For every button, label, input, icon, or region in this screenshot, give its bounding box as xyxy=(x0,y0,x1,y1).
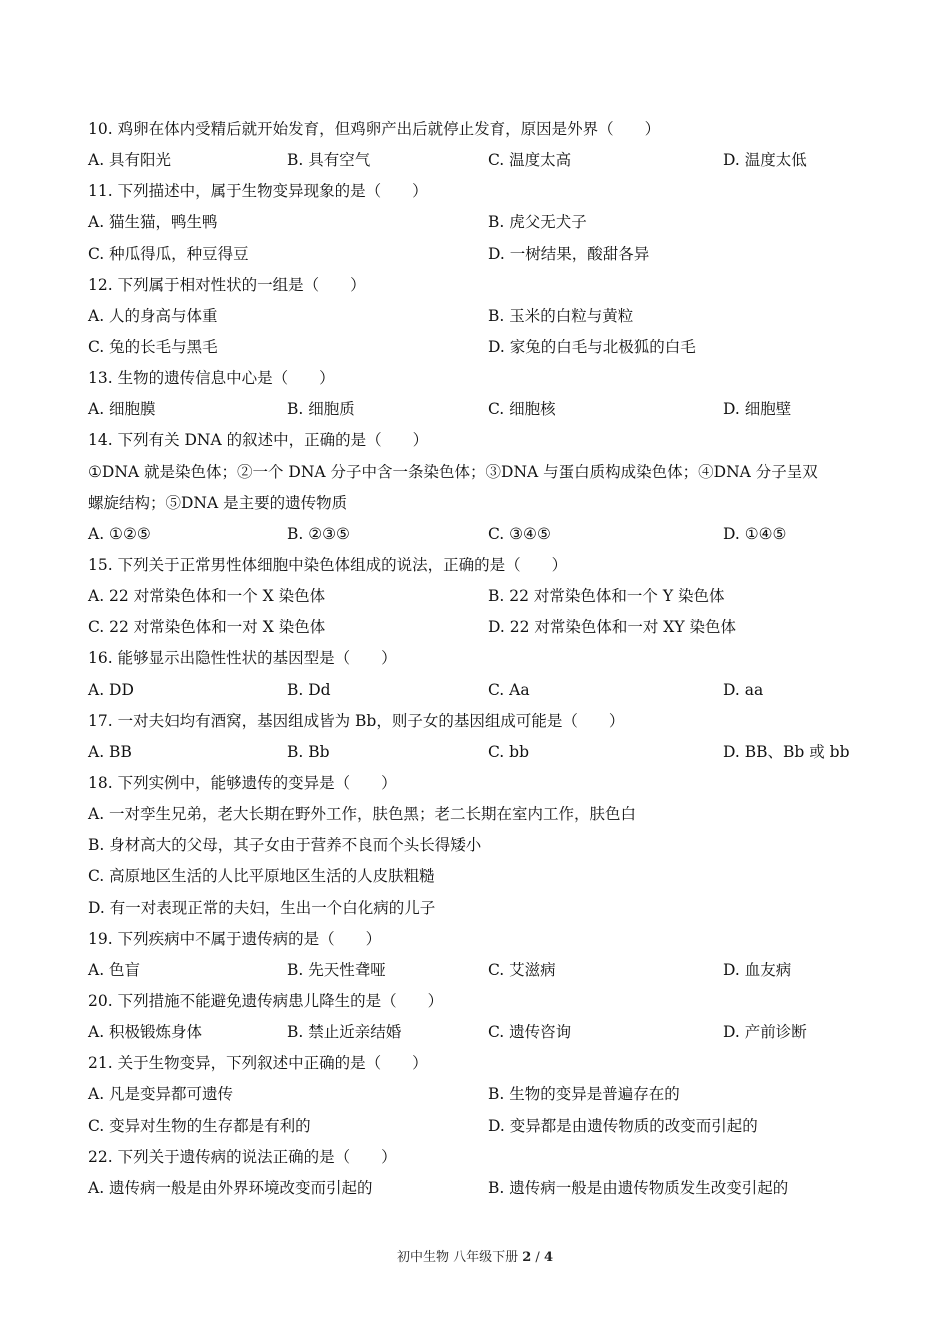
option-a: A. DD xyxy=(88,680,134,699)
option-row xyxy=(88,1173,868,1204)
option-b: B. 具有空气 xyxy=(287,151,371,170)
option-a: A. ①②⑤ xyxy=(88,524,151,543)
option-row xyxy=(88,1017,868,1048)
option-a: A. 遗传病一般是由外界环境改变而引起的 xyxy=(88,1178,373,1197)
option-d: D. 血友病 xyxy=(723,960,792,979)
option-d: D. 有一对表现正常的夫妇，生出一个白化病的儿子 xyxy=(88,898,436,917)
option-c: C. 高原地区生活的人比平原地区生活的人皮肤粗糙 xyxy=(88,867,435,886)
option-b: B. 22 对常染色体和一个 Y 染色体 xyxy=(488,587,725,606)
option-row xyxy=(88,1111,868,1142)
option-d: D. 细胞壁 xyxy=(723,400,792,419)
option-d: D. BB、Bb 或 bb xyxy=(723,742,850,761)
option-b: B. 细胞质 xyxy=(287,400,355,419)
question-stem: 20. 下列措施不能避免遗传病患儿降生的是（ ） xyxy=(88,991,444,1010)
option-a: A. 细胞膜 xyxy=(88,400,156,419)
option-d: D. 22 对常染色体和一对 XY 染色体 xyxy=(488,618,737,637)
option-c: C. ③④⑤ xyxy=(488,524,551,543)
option-a: A. 具有阳光 xyxy=(88,151,172,170)
option-b: B. 先天性聋哑 xyxy=(287,960,386,979)
question-stem: 22. 下列关于遗传病的说法正确的是（ ） xyxy=(88,1147,397,1166)
option-row xyxy=(88,612,868,643)
page-separator: / xyxy=(531,1250,544,1265)
option-b: B. 身材高大的父母，其子女由于营养不良而个头长得矮小 xyxy=(88,836,482,855)
option-c: C. Aa xyxy=(488,680,530,699)
option-d: D. 变异都是由遗传物质的改变而引起的 xyxy=(488,1116,758,1135)
option-d: D. 温度太低 xyxy=(723,151,807,170)
option-a: A. 人的身高与体重 xyxy=(88,306,218,325)
option-c: C. bb xyxy=(488,742,530,761)
option-b: B. 遗传病一般是由遗传物质发生改变引起的 xyxy=(488,1178,789,1197)
option-a: A. 色盲 xyxy=(88,960,141,979)
footer-title: 初中生物 八年级下册 xyxy=(396,1250,523,1265)
option-d: D. 家兔的白毛与北极狐的白毛 xyxy=(488,337,696,356)
question-stem: 11. 下列描述中，属于生物变异现象的是（ ） xyxy=(88,182,428,201)
question-stem: 17. 一对夫妇均有酒窝，基因组成皆为 Bb，则子女的基因组成可能是（ ） xyxy=(88,711,625,730)
option-a: A. 凡是变异都可遗传 xyxy=(88,1085,234,1104)
option-b: B. Bb xyxy=(287,742,330,761)
exam-page xyxy=(88,114,868,1204)
question-stem: 13. 生物的遗传信息中心是（ ） xyxy=(88,369,335,388)
option-a: A. BB xyxy=(88,742,132,761)
option-b: B. 玉米的白粒与黄粒 xyxy=(488,306,634,325)
option-c: C. 温度太高 xyxy=(488,151,572,170)
option-row xyxy=(88,675,868,706)
option-a: A. 一对孪生兄弟，老大长期在野外工作，肤色黑；老二长期在室内工作，肤色白 xyxy=(88,805,637,824)
question-stem: 16. 能够显示出隐性性状的基因型是（ ） xyxy=(88,649,397,668)
option-c: C. 遗传咨询 xyxy=(488,1023,572,1042)
option-b: B. 禁止近亲结婚 xyxy=(287,1023,402,1042)
option-c: C. 22 对常染色体和一对 X 染色体 xyxy=(88,618,326,637)
option-c: C. 种瓜得瓜，种豆得豆 xyxy=(88,244,249,263)
option-row xyxy=(88,581,868,612)
option-a: A. 22 对常染色体和一个 X 染色体 xyxy=(88,587,326,606)
option-d: D. 产前诊断 xyxy=(723,1023,807,1042)
option-a: A. 猫生猫，鸭生鸭 xyxy=(88,213,218,232)
option-row xyxy=(88,301,868,332)
option-d: D. 一树结果，酸甜各异 xyxy=(488,244,650,263)
option-row xyxy=(88,737,868,768)
page-number: 2 xyxy=(522,1250,532,1265)
option-d: D. ①④⑤ xyxy=(723,524,787,543)
question-stem: 15. 下列关于正常男性体细胞中染色体组成的说法，正确的是（ ） xyxy=(88,555,568,574)
option-row xyxy=(88,207,868,238)
option-a: A. 积极锻炼身体 xyxy=(88,1023,203,1042)
page-total: 4 xyxy=(543,1250,553,1265)
option-c: C. 细胞核 xyxy=(488,400,556,419)
option-b: B. Dd xyxy=(287,680,331,699)
option-row xyxy=(88,1079,868,1110)
option-b: B. 生物的变异是普遍存在的 xyxy=(488,1085,680,1104)
question-stem: 18. 下列实例中，能够遗传的变异是（ ） xyxy=(88,773,397,792)
page-footer xyxy=(0,1246,950,1265)
question-stem: 10. 鸡卵在体内受精后就开始发育，但鸡卵产出后就停止发育，原因是外界（ ） xyxy=(88,120,661,138)
option-row xyxy=(88,519,868,550)
question-body: ①DNA 就是染色体；②一个 DNA 分子中含一条染色体；③DNA 与蛋白质构成染色体；④DNA 分子呈双 xyxy=(88,462,818,481)
question-stem: 19. 下列疾病中不属于遗传病的是（ ） xyxy=(88,929,382,948)
option-row xyxy=(88,239,868,270)
option-b: B. ②③⑤ xyxy=(287,524,350,543)
option-row xyxy=(88,394,868,425)
option-row xyxy=(88,332,868,363)
question-stem: 12. 下列属于相对性状的一组是（ ） xyxy=(88,275,366,294)
question-stem: 21. 关于生物变异，下列叙述中正确的是（ ） xyxy=(88,1054,428,1073)
option-d: D. aa xyxy=(723,680,764,699)
option-b: B. 虎父无犬子 xyxy=(488,213,587,232)
option-c: C. 兔的长毛与黑毛 xyxy=(88,337,218,356)
question-body: 螺旋结构；⑤DNA 是主要的遗传物质 xyxy=(88,493,348,512)
option-c: C. 变异对生物的生存都是有利的 xyxy=(88,1116,311,1135)
option-row xyxy=(88,955,868,986)
question-stem: 14. 下列有关 DNA 的叙述中，正确的是（ ） xyxy=(88,431,429,450)
option-row xyxy=(88,145,868,176)
option-c: C. 艾滋病 xyxy=(488,960,556,979)
